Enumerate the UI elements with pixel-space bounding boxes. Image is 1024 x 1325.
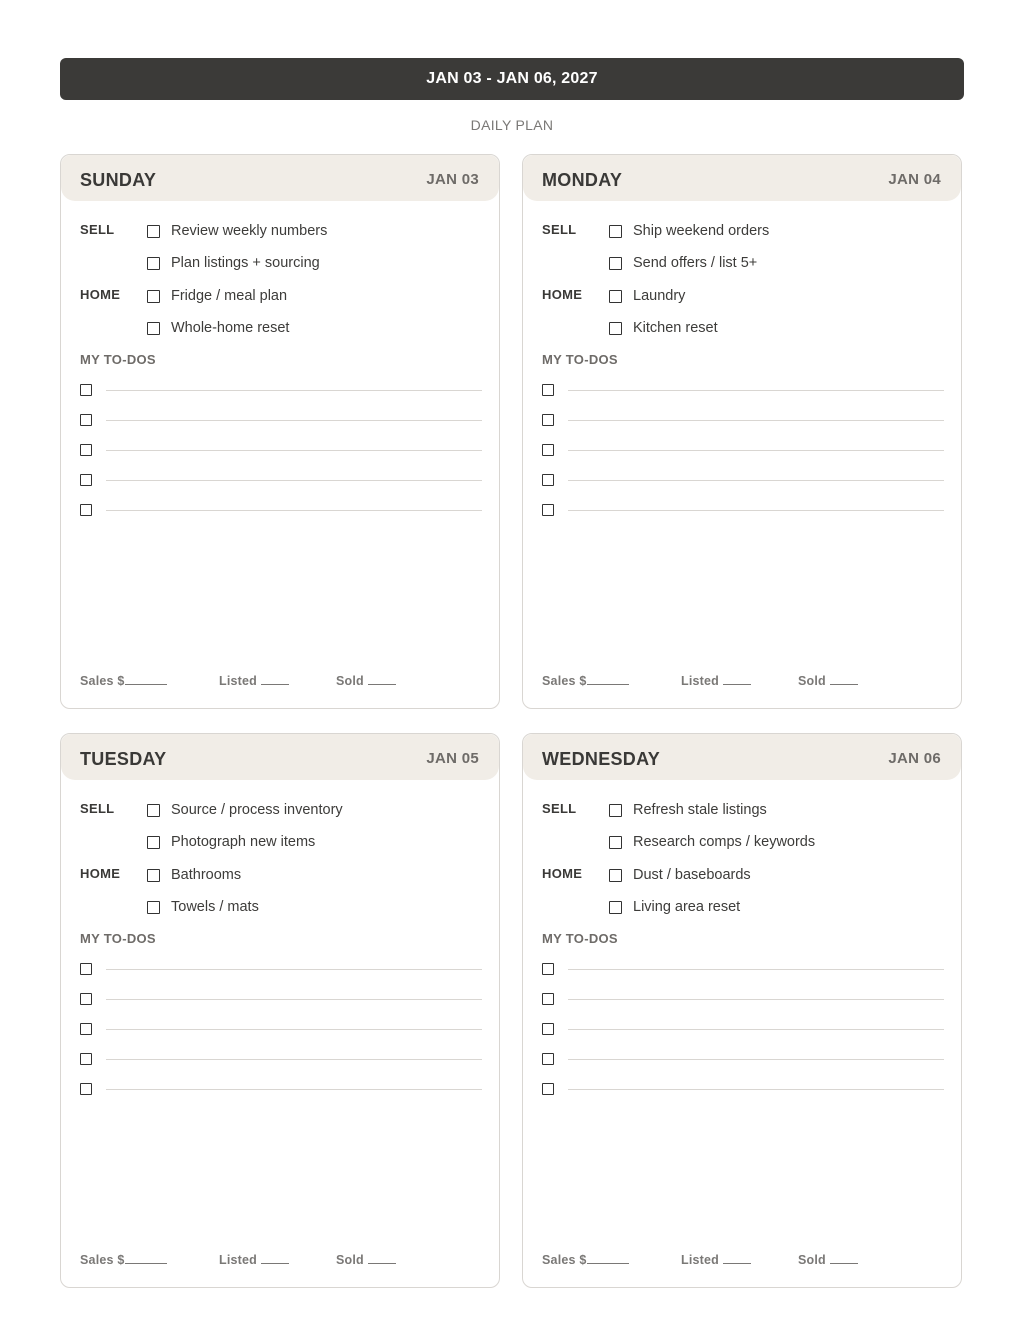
day-header	[523, 155, 961, 201]
todo-write-line[interactable]	[106, 969, 482, 970]
todo-write-line[interactable]	[106, 420, 482, 421]
home-task[interactable]	[147, 865, 241, 885]
todo-row[interactable]	[542, 1052, 944, 1068]
todo-row[interactable]	[542, 473, 944, 489]
task-label: Research comps / keywords	[633, 834, 816, 850]
task-label: Send offers / list 5+	[633, 255, 758, 271]
listed-label: Listed	[681, 674, 720, 688]
todo-write-line[interactable]	[568, 480, 944, 481]
sold-label: Sold	[798, 1253, 826, 1267]
day-date: JAN 06	[888, 750, 941, 767]
task-checkbox[interactable]	[609, 901, 622, 914]
sell-label: SELL	[542, 222, 577, 237]
todo-row[interactable]	[80, 443, 482, 459]
sell-label: SELL	[80, 801, 115, 816]
todo-row[interactable]	[542, 443, 944, 459]
todo-write-line[interactable]	[568, 969, 944, 970]
todos-label: MY TO-DOS	[542, 931, 618, 946]
todo-row[interactable]	[80, 1082, 482, 1098]
week-banner	[60, 58, 964, 100]
todo-row[interactable]	[542, 383, 944, 399]
home-task[interactable]	[609, 897, 740, 917]
task-label: Bathrooms	[171, 867, 242, 883]
sold-field[interactable]	[336, 673, 396, 688]
home-task[interactable]	[147, 897, 259, 917]
todo-row[interactable]	[80, 473, 482, 489]
todo-write-line[interactable]	[568, 999, 944, 1000]
home-task[interactable]	[147, 286, 287, 306]
sell-task[interactable]	[609, 800, 767, 820]
sales-field[interactable]	[542, 673, 629, 688]
todo-write-line[interactable]	[106, 450, 482, 451]
todo-checkbox[interactable]	[542, 384, 554, 396]
listed-label: Listed	[219, 1253, 258, 1267]
todo-write-line[interactable]	[568, 450, 944, 451]
todo-write-line[interactable]	[106, 1029, 482, 1030]
todo-row[interactable]	[80, 383, 482, 399]
todo-checkbox[interactable]	[542, 963, 554, 975]
sales-field[interactable]	[542, 1252, 629, 1267]
todo-write-line[interactable]	[106, 1059, 482, 1060]
todo-row[interactable]	[542, 1082, 944, 1098]
day-header	[523, 734, 961, 780]
sold-field[interactable]	[798, 1252, 858, 1267]
listed-blank[interactable]	[261, 1252, 289, 1264]
task-label: Plan listings + sourcing	[171, 255, 320, 271]
sell-task[interactable]	[147, 221, 327, 241]
todo-checkbox[interactable]	[542, 474, 554, 486]
todo-row[interactable]	[80, 992, 482, 1008]
todo-checkbox[interactable]	[542, 1023, 554, 1035]
day-header	[61, 734, 499, 780]
page-subtitle: DAILY PLAN	[470, 117, 554, 133]
task-checkbox[interactable]	[147, 257, 160, 270]
todo-row[interactable]	[80, 1022, 482, 1038]
todo-checkbox[interactable]	[542, 504, 554, 516]
todo-row[interactable]	[80, 1052, 482, 1068]
task-label: Review weekly numbers	[171, 223, 328, 239]
sales-blank[interactable]	[587, 1252, 629, 1264]
todo-checkbox[interactable]	[80, 504, 92, 516]
sell-label: SELL	[80, 222, 115, 237]
sales-label: Sales $	[80, 674, 125, 688]
day-date: JAN 03	[426, 171, 479, 188]
todo-row[interactable]	[80, 962, 482, 978]
home-task[interactable]	[609, 286, 685, 306]
task-label: Fridge / meal plan	[171, 288, 288, 304]
task-checkbox[interactable]	[147, 804, 160, 817]
todo-row[interactable]	[542, 992, 944, 1008]
todo-checkbox[interactable]	[80, 993, 92, 1005]
day-name: TUESDAY	[80, 749, 167, 769]
home-task[interactable]	[609, 865, 751, 885]
todo-checkbox[interactable]	[80, 384, 92, 396]
task-checkbox[interactable]	[147, 901, 160, 914]
todo-checkbox[interactable]	[80, 474, 92, 486]
task-checkbox[interactable]	[609, 290, 622, 303]
home-label: HOME	[542, 287, 583, 302]
day-header	[61, 155, 499, 201]
sold-blank[interactable]	[830, 1252, 858, 1264]
task-checkbox[interactable]	[609, 804, 622, 817]
todos-label: MY TO-DOS	[80, 352, 156, 367]
task-checkbox[interactable]	[609, 836, 622, 849]
task-label: Kitchen reset	[633, 320, 718, 336]
sold-label: Sold	[798, 674, 826, 688]
task-label: Towels / mats	[171, 899, 259, 915]
todo-row[interactable]	[542, 503, 944, 519]
todo-checkbox[interactable]	[542, 414, 554, 426]
sales-blank[interactable]	[125, 1252, 167, 1264]
todo-write-line[interactable]	[568, 390, 944, 391]
todo-write-line[interactable]	[106, 480, 482, 481]
todo-row[interactable]	[542, 413, 944, 429]
todo-write-line[interactable]	[568, 510, 944, 511]
todo-row[interactable]	[80, 503, 482, 519]
todo-checkbox[interactable]	[542, 1083, 554, 1095]
todo-checkbox[interactable]	[542, 444, 554, 456]
task-label: Refresh stale listings	[633, 802, 767, 818]
todo-checkbox[interactable]	[80, 1083, 92, 1095]
sell-task[interactable]	[609, 253, 757, 273]
listed-label: Listed	[681, 1253, 720, 1267]
sell-task[interactable]	[147, 253, 320, 273]
day-card-wednesday	[522, 733, 962, 1288]
task-checkbox[interactable]	[147, 225, 160, 238]
todo-checkbox[interactable]	[80, 963, 92, 975]
listed-field[interactable]	[219, 1252, 289, 1267]
listed-field[interactable]	[681, 1252, 751, 1267]
home-task[interactable]	[609, 318, 718, 338]
sold-field[interactable]	[336, 1252, 396, 1267]
todo-checkbox[interactable]	[80, 414, 92, 426]
sell-task[interactable]	[609, 221, 769, 241]
day-name: WEDNESDAY	[542, 749, 661, 769]
day-date: JAN 04	[888, 171, 941, 188]
todo-write-line[interactable]	[568, 420, 944, 421]
sell-task[interactable]	[609, 832, 815, 852]
day-date: JAN 05	[426, 750, 479, 767]
sell-task[interactable]	[147, 800, 343, 820]
task-label: Source / process inventory	[171, 802, 343, 818]
todos-label: MY TO-DOS	[542, 352, 618, 367]
task-checkbox[interactable]	[147, 322, 160, 335]
sold-label: Sold	[336, 1253, 364, 1267]
sold-field[interactable]	[798, 673, 858, 688]
task-label: Whole-home reset	[171, 320, 290, 336]
todo-write-line[interactable]	[106, 390, 482, 391]
todo-row[interactable]	[80, 413, 482, 429]
todo-row[interactable]	[542, 1022, 944, 1038]
task-label: Photograph new items	[171, 834, 316, 850]
task-label: Laundry	[633, 288, 686, 304]
task-label: Ship weekend orders	[633, 223, 770, 239]
day-name: MONDAY	[542, 170, 623, 190]
sold-label: Sold	[336, 674, 364, 688]
home-label: HOME	[542, 866, 583, 881]
listed-blank[interactable]	[723, 673, 751, 685]
sold-blank[interactable]	[368, 1252, 396, 1264]
todo-write-line[interactable]	[106, 1089, 482, 1090]
sales-label: Sales $	[80, 1253, 125, 1267]
listed-field[interactable]	[219, 673, 289, 688]
todo-row[interactable]	[542, 962, 944, 978]
day-name: SUNDAY	[80, 170, 157, 190]
listed-label: Listed	[219, 674, 258, 688]
day-card-sunday	[60, 154, 500, 709]
todos-label: MY TO-DOS	[80, 931, 156, 946]
todo-checkbox[interactable]	[542, 993, 554, 1005]
todo-write-line[interactable]	[568, 1029, 944, 1030]
sales-field[interactable]	[80, 673, 167, 688]
todo-checkbox[interactable]	[542, 1053, 554, 1065]
listed-field[interactable]	[681, 673, 751, 688]
sales-blank[interactable]	[587, 673, 629, 685]
todo-checkbox[interactable]	[80, 1023, 92, 1035]
todo-write-line[interactable]	[568, 1059, 944, 1060]
todo-checkbox[interactable]	[80, 1053, 92, 1065]
sell-task[interactable]	[147, 832, 315, 852]
week-range-title: JAN 03 - JAN 06, 2027	[426, 70, 598, 87]
task-checkbox[interactable]	[147, 290, 160, 303]
sold-blank[interactable]	[830, 673, 858, 685]
task-label: Living area reset	[633, 899, 741, 915]
sales-blank[interactable]	[125, 673, 167, 685]
sales-label: Sales $	[542, 1253, 587, 1267]
home-task[interactable]	[147, 318, 289, 338]
listed-blank[interactable]	[723, 1252, 751, 1264]
task-checkbox[interactable]	[609, 869, 622, 882]
task-checkbox[interactable]	[609, 322, 622, 335]
sell-label: SELL	[542, 801, 577, 816]
todo-write-line[interactable]	[106, 999, 482, 1000]
home-label: HOME	[80, 866, 121, 881]
sales-field[interactable]	[80, 1252, 167, 1267]
listed-blank[interactable]	[261, 673, 289, 685]
sales-label: Sales $	[542, 674, 587, 688]
sold-blank[interactable]	[368, 673, 396, 685]
todo-write-line[interactable]	[106, 510, 482, 511]
home-label: HOME	[80, 287, 121, 302]
day-card-monday	[522, 154, 962, 709]
task-checkbox[interactable]	[147, 836, 160, 849]
todo-checkbox[interactable]	[80, 444, 92, 456]
task-checkbox[interactable]	[609, 225, 622, 238]
todo-write-line[interactable]	[568, 1089, 944, 1090]
task-checkbox[interactable]	[147, 869, 160, 882]
day-card-tuesday	[60, 733, 500, 1288]
task-label: Dust / baseboards	[633, 867, 751, 883]
task-checkbox[interactable]	[609, 257, 622, 270]
